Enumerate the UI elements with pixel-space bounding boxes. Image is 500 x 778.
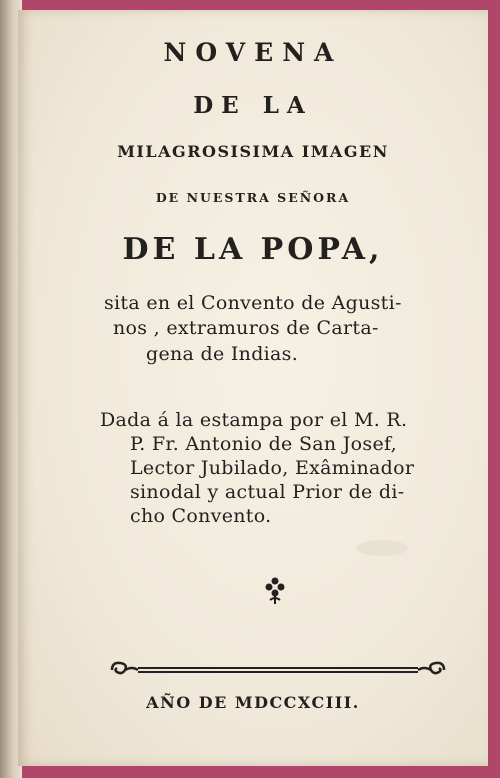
title-nuestra-senora: DE NUESTRA SEÑORA bbox=[155, 190, 351, 205]
title-milagrosisima: MILAGROSISIMA IMAGEN bbox=[117, 142, 389, 161]
title-page bbox=[18, 10, 488, 766]
faint-stamp-mark bbox=[356, 540, 408, 556]
title-de-la-popa: DE LA POPA, bbox=[122, 232, 384, 267]
fleuron-icon bbox=[264, 576, 286, 606]
scroll-rule-icon bbox=[108, 658, 448, 682]
title-novena: NOVENA bbox=[163, 38, 343, 67]
location-line-2: nos , extramuros de Carta- bbox=[113, 317, 379, 339]
location-line-1: sita en el Convento de Agusti- bbox=[104, 292, 402, 314]
location-line-3: gena de Indias. bbox=[146, 343, 299, 365]
publication-year: AÑO DE MDCCXCIII. bbox=[146, 693, 360, 712]
title-page-text bbox=[18, 10, 488, 766]
author-line-4: sinodal y actual Prior de di- bbox=[130, 481, 405, 503]
author-line-3: Lector Jubilado, Exâminador bbox=[130, 457, 415, 479]
author-line-1: Dada á la estampa por el M. R. bbox=[100, 409, 408, 431]
author-line-2: P. Fr. Antonio de San Josef, bbox=[130, 433, 398, 455]
author-line-5: cho Convento. bbox=[130, 505, 272, 527]
title-de-la: DE LA bbox=[193, 92, 313, 119]
